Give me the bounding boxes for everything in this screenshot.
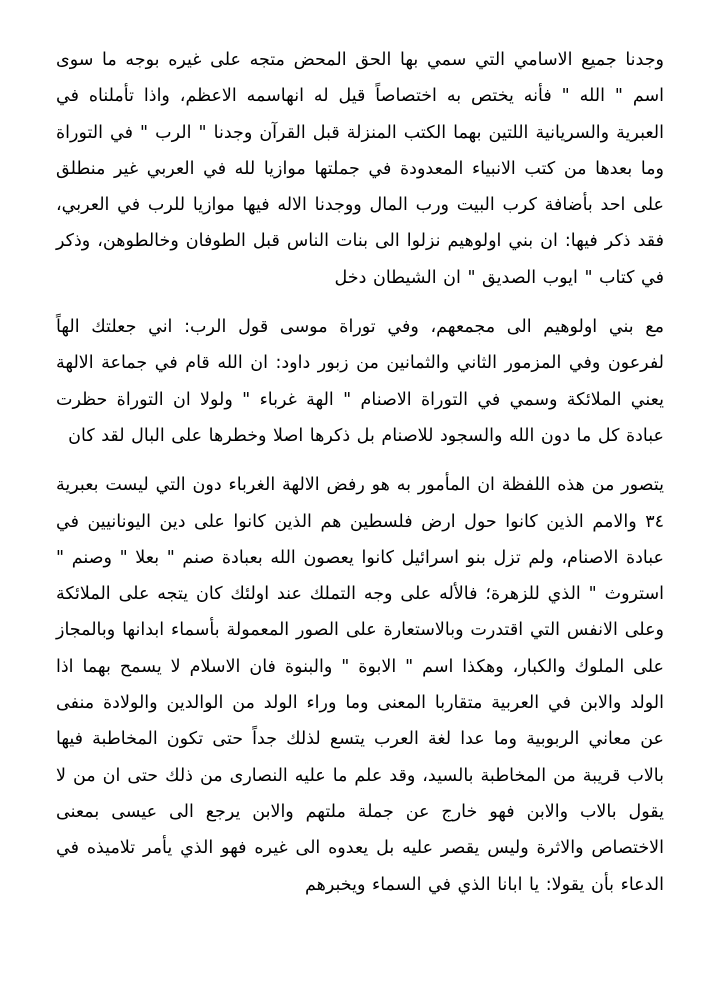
paragraph-1: وجدنا جميع الاسامي التي سمي بها الحق المحض متجه على غيره بوجه ما سوى اسم " الله " فأنه يختص به اختصاصاً قيل له انهاسمه الاعظم، واذا تأملناه في العبرية والسريانية اللتين بهما الكتب المنزلة قبل القرآن وجدنا " الرب " في التوراة وما بعدها من كتب الانبياء المعدودة في جملتها موازيا لله في العربي غير منطلق على احد بأضافة كرب البيت ورب المال ووجدنا الاله فيها موازيا للرب في العربي، فقد ذكر فيها: ان بني اولوهيم نزلوا الى بنات الناس قبل الطوفان وخالطوهن، وذكر في كتاب " ايوب الصديق " ان الشيطان دخل xyxy=(56,50,664,288)
paragraph-2: مع بني اولوهيم الى مجمعهم، وفي توراة موسى قول الرب: اني جعلتك الهاً لفرعون وفي المزمور الثاني والثمانين من زبور داود: ان الله قام في جماعة الالهة يعني الملائكة وسمي في التوراة الاصنام " الهة غرباء " ولولا ان التوراة حظرت عبادة كل ما دون الله والسجود للاصنام بل ذكرها اصلا وخطرها على البال لقد كان xyxy=(56,317,664,446)
paragraph-3: يتصور من هذه اللفظة ان المأمور به هو رفض الالهة الغرباء دون التي ليست بعبرية ٣٤ والامم الذين كانوا حول ارض فلسطين هم الذين كانوا على دين اليونانيين في عبادة الاصنام، ولم تزل بنو اسرائيل كانوا يعصون الله بعبادة صنم " بعلا " وصنم " استروث " الذي للزهرة؛ فالأله على وجه التملك عند اولئك كان يتجه على الملائكة وعلى الانفس التي اقتدرت وبالاستعارة على الصور المعمولة بأسماء ابدانها وبالمجاز على الملوك والكبار، وهكذا اسم " الابوة " والبنوة فان الاسلام لا يسمح بهما اذا الولد والابن في العربية متقاربا المعنى وما وراء الولد من الوالدين والولادة منفى عن معاني الربوبية وما عدا لغة العرب يتسع لذلك جداً حتى تكون المخاطبة فيها بالاب قريبة من المخاطبة بالسيد، وقد علم ما عليه النصارى من ذلك حتى ان من لا يقول بالاب والابن فهو خارج عن جملة ملتهم والابن يرجع الى عيسى بمعنى الاختصاص والاثرة وليس يقصر عليه بل يعدوه الى غيره فهو الذي يأمر تلاميذه في الدعاء بأن يقولا: يا ابانا الذي في السماء ويخبرهم xyxy=(56,475,664,895)
